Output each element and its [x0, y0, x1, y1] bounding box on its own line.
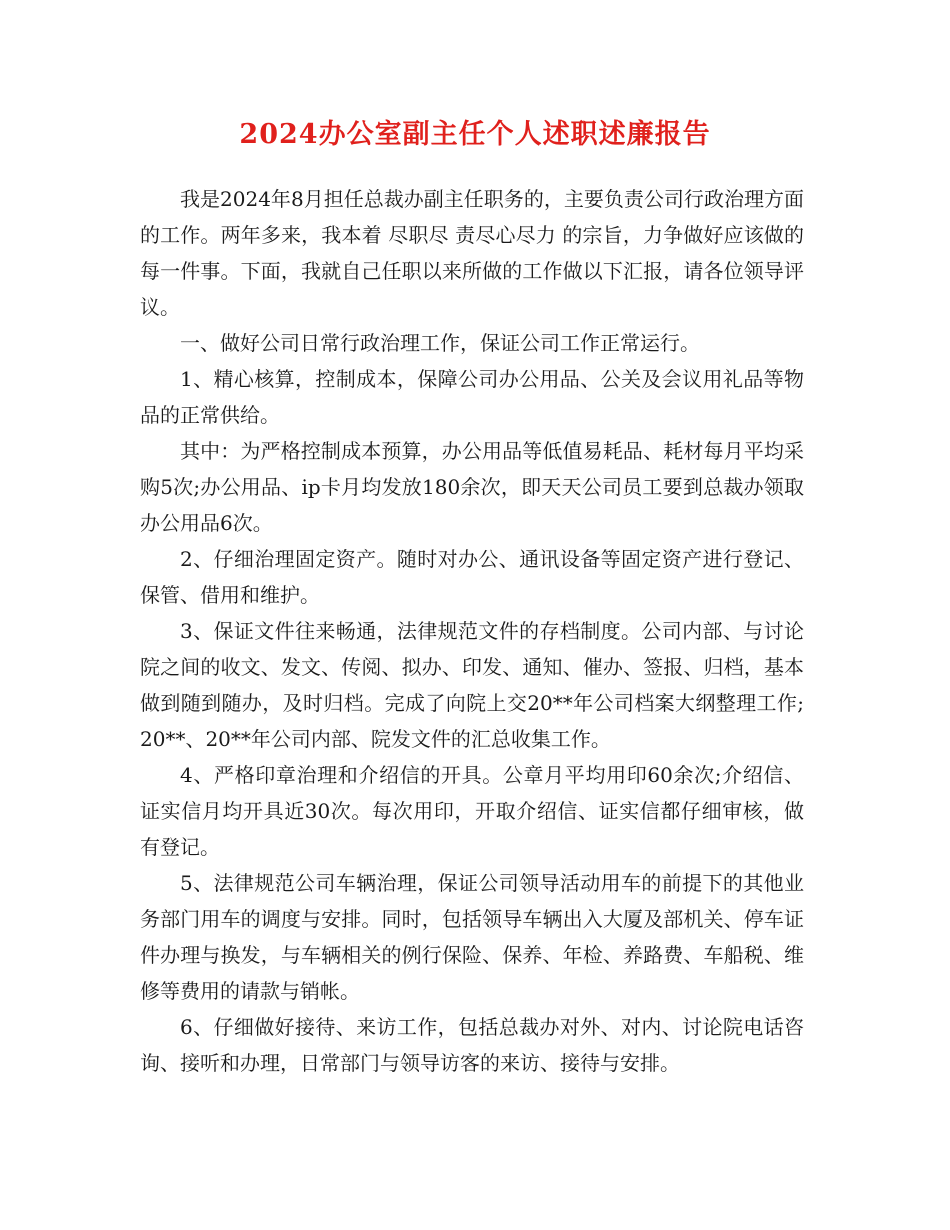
- document-body: [140, 181, 804, 1081]
- paragraph-item-1-detail: 其中：为严格控制成本预算，办公用品等低值易耗品、耗材每月平均采购5次;办公用品、ip卡月均发放180余次，即天天公司员工要到总裁办领取办公用品6次。: [140, 439, 804, 535]
- paragraph-item-4: 4、严格印章治理和介绍信的开具。公章月平均用印60余次;介绍信、证实信月均开具近30次。每次用印，开取介绍信、证实信都仔细审核，做有登记。: [140, 763, 804, 859]
- paragraph-item-2: 2、仔细治理固定资产。随时对办公、通讯设备等固定资产进行登记、保管、借用和维护。: [140, 547, 804, 607]
- paragraph-item-6: 6、仔细做好接待、来访工作，包括总裁办对外、对内、讨论院电话咨询、接听和办理，日常部门与领导访客的来访、接待与安排。: [140, 1015, 804, 1075]
- document-title: 2024办公室副主任个人述职述廉报告: [239, 119, 711, 150]
- paragraph-item-5: 5、法律规范公司车辆治理，保证公司领导活动用车的前提下的其他业务部门用车的调度与安排。同时，包括领导车辆出入大厦及部机关、停车证件办理与换发，与车辆相关的例行保险、保养、年检、养路费、车船税、维修等费用的请款与销帐。: [140, 871, 804, 1003]
- paragraph-section-1-heading: 一、做好公司日常行政治理工作，保证公司工作正常运行。: [180, 331, 700, 355]
- paragraph-item-3: 3、保证文件往来畅通，法律规范文件的存档制度。公司内部、与讨论院之间的收文、发文、传阅、拟办、印发、通知、催办、签报、归档，基本做到随到随办，及时归档。完成了向院上交20**年公司档案大纲整理工作;20**、20**年公司内部、院发文件的汇总收集工作。: [140, 619, 804, 751]
- paragraph-intro: 我是2024年8月担任总裁办副主任职务的，主要负责公司行政治理方面的工作。两年多来，我本着 尽职尽 责尽心尽力 的宗旨，力争做好应该做的每一件事。下面，我就自己任职以来所做的工作做以下汇报，请各位领导评议。: [140, 187, 804, 319]
- paragraph-item-1: 1、精心核算，控制成本，保障公司办公用品、公关及会议用礼品等物品的正常供给。: [140, 367, 804, 427]
